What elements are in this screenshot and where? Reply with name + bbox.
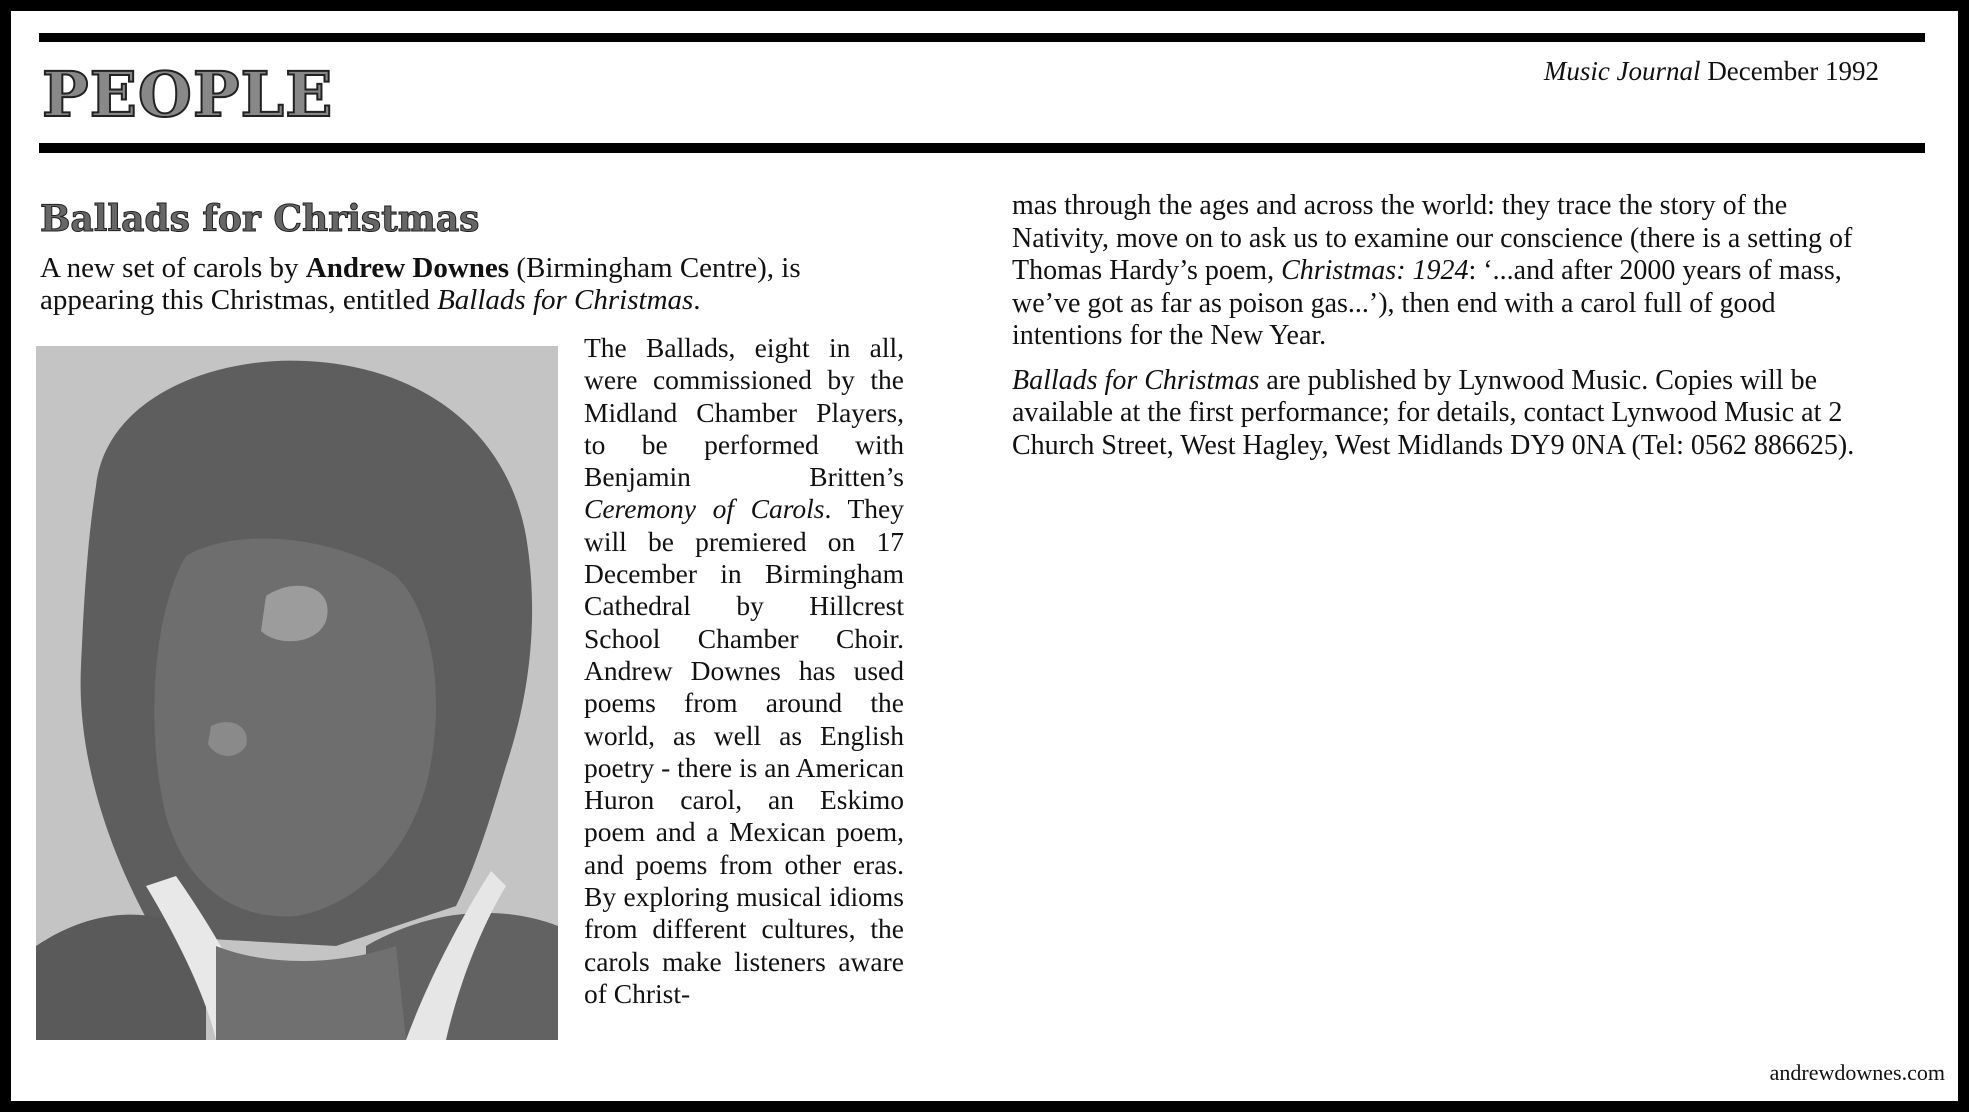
right-paragraph-2 <box>1012 365 1882 463</box>
left-paragraph <box>584 332 904 1010</box>
right-paragraph-1 <box>1012 190 1882 353</box>
article-intro <box>40 252 910 316</box>
article-column-left <box>584 332 904 1010</box>
intro-work-title: Ballads for Christmas <box>437 284 694 316</box>
intro-text-1: A new set of carols by <box>40 252 306 284</box>
section-title: PEOPLE <box>42 58 334 131</box>
website-credit: andrewdownes.com <box>1769 1060 1945 1085</box>
header-rule <box>39 143 1925 153</box>
right-text-3: are published by Lynwood Music. Copies will be available at the first performance; for details, contact Lynwood Music at 2 Church Street, West Hagley, West Midlands DY9 0NA (Tel: 0562 886625). <box>1012 364 1855 461</box>
intro-text-2: (Birmingham Centre), is appearing this Christmas, entitled <box>40 252 801 316</box>
left-text-1: The Ballads, eight in all, were commissioned by the Midland Chamber Players, to be performed with Benjamin Britten’s <box>584 332 904 493</box>
intro-text-3: . <box>693 284 701 316</box>
journal-name: Music Journal <box>1543 56 1701 86</box>
article-column-right <box>1012 190 1882 474</box>
article-headline: Ballads for Christmas <box>40 198 480 240</box>
composer-name: Andrew Downes <box>305 252 510 284</box>
left-text-2: . They will be premiered on 17 December in Birmingham Cathedral by Hillcrest School Chamber Choir. Andrew Downes has used poems from around the world, as well as English poetry - there is an American Huron carol, an Eskimo poem and a Mexican poem, and poems from other eras. By exploring musical idioms from different cultures, the carols make listeners aware of Christ- <box>584 493 904 1009</box>
issue-date: December 1992 <box>1707 56 1879 86</box>
publication-title: Ballads for Christmas <box>1012 364 1260 396</box>
masthead <box>1544 56 1879 87</box>
left-work-title: Ceremony of Carols <box>584 493 825 525</box>
portrait-illustration <box>36 346 558 1040</box>
right-text-2: : ‘...and after 2000 years of mass, we’ve got as far as poison gas...’), then end with a carol full of good intentions for the New Year. <box>1012 255 1842 351</box>
right-text-1: mas through the ages and across the world: they trace the story of the Nativity, move on to ask us to examine our conscience (there is a setting of Thomas Hardy’s poem, <box>1012 190 1853 286</box>
top-rule <box>39 33 1925 42</box>
composer-photo <box>36 346 558 1040</box>
poem-title: Christmas: 1924 <box>1281 255 1469 286</box>
